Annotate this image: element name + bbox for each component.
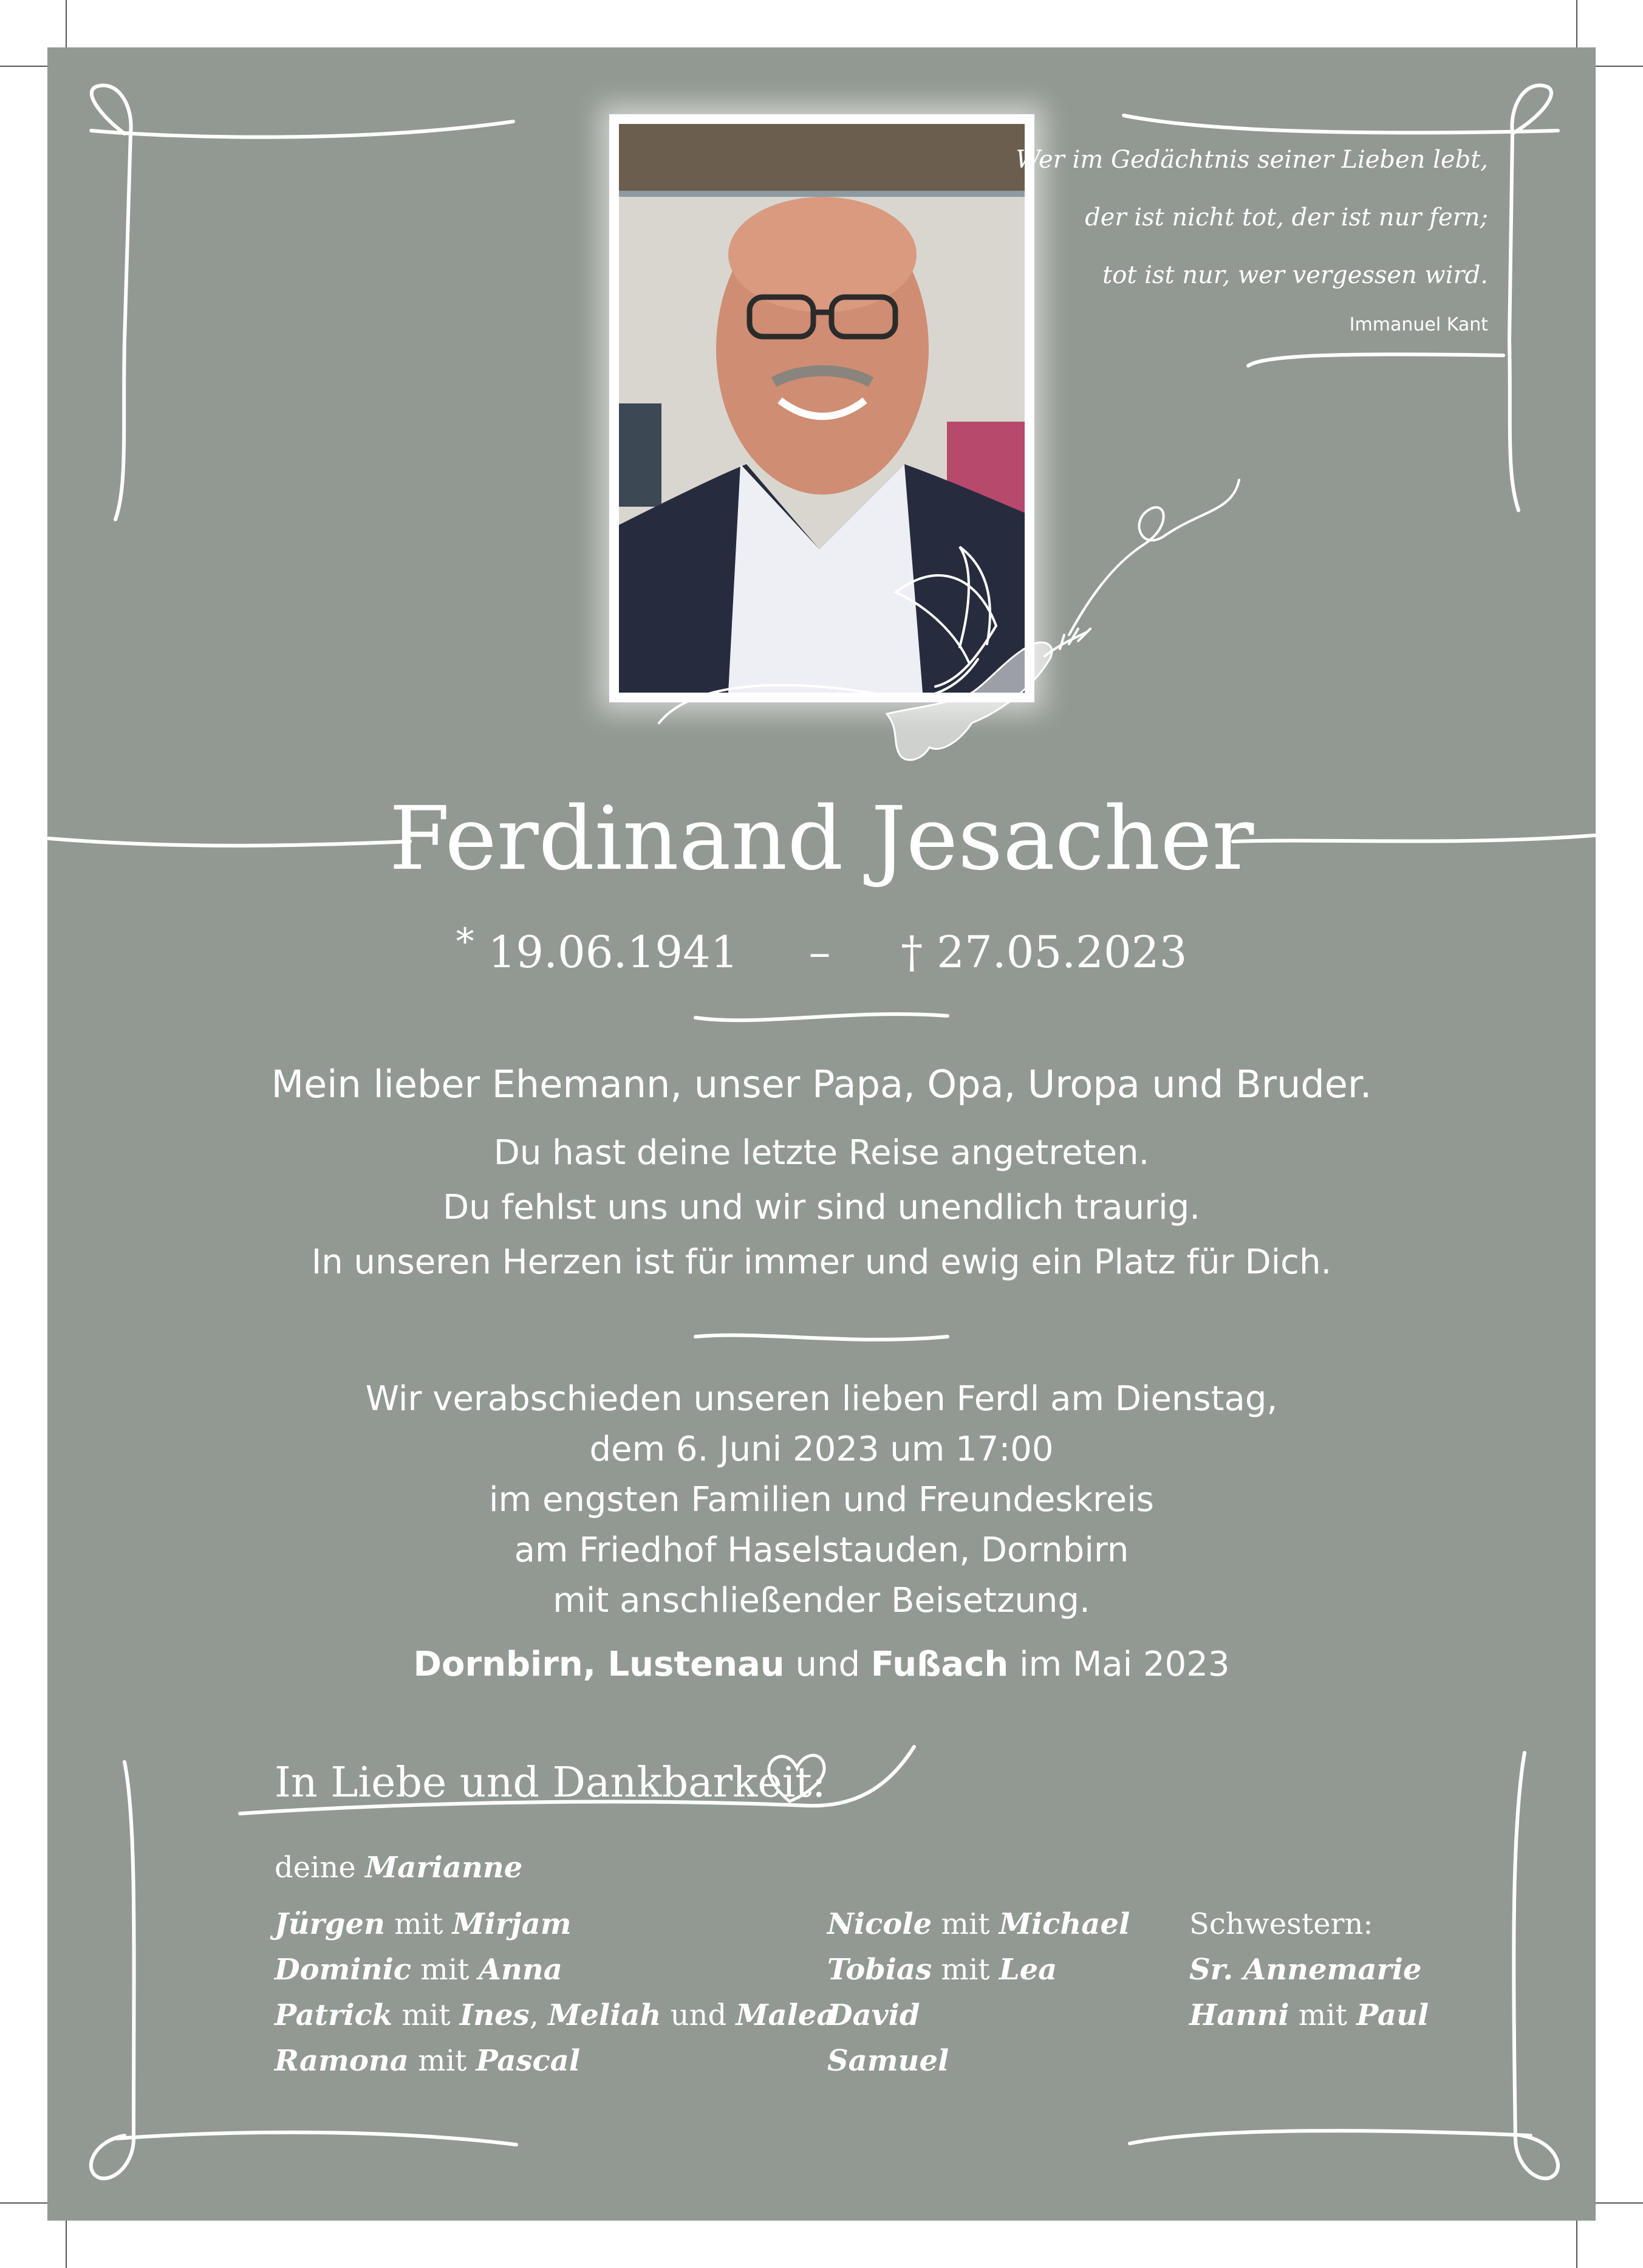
family-row: Sr. Annemarie: [1189, 1953, 1422, 1987]
family-column-2: [827, 1902, 1130, 2084]
family-row: Tobias mit Lea: [827, 1953, 1057, 1987]
family-row: Dominic mit Anna: [275, 1953, 562, 1987]
sisters-heading: Schwestern:: [1189, 1907, 1373, 1941]
death-date: 27.05.2023: [937, 927, 1187, 978]
crop-mark: [1576, 0, 1577, 47]
quote-author: Immanuel Kant: [1349, 314, 1488, 335]
family-row: Jürgen mit Mirjam: [275, 1907, 572, 1941]
crop-mark: [0, 2202, 47, 2204]
family-heading: In Liebe und Dankbarkeit:: [275, 1759, 826, 1807]
crop-mark: [66, 0, 67, 47]
places-suffix: im Mai 2023: [1008, 1645, 1230, 1684]
message-line-2: Du fehlst uns und wir sind unendlich traurig.: [442, 1188, 1200, 1227]
crop-mark: [1596, 66, 1643, 67]
place-2: Lustenau: [607, 1645, 785, 1684]
ceremony-line-5: mit anschließender Beisetzung.: [553, 1581, 1090, 1620]
places-join-1: ,: [582, 1645, 608, 1684]
crop-mark: [0, 66, 47, 67]
family-row: Nicole mit Michael: [827, 1907, 1130, 1941]
family-column-3: [1189, 1902, 1429, 2038]
crop-mark: [1576, 2221, 1577, 2268]
wife-line: [275, 1845, 522, 1891]
death-symbol: †: [901, 927, 923, 978]
quote-line-3: tot ist nur, wer vergessen wird.: [1102, 261, 1488, 289]
place-1: Dornbirn: [413, 1645, 583, 1684]
crop-mark: [66, 2221, 67, 2268]
family-row: Patrick mit Ines, Meliah und Malea: [275, 1998, 836, 2032]
deceased-name: Ferdinand Jesacher: [389, 787, 1254, 889]
life-dates: [0, 914, 1643, 979]
portrait-frame: [609, 114, 1034, 702]
places-join-2: und: [784, 1645, 871, 1684]
birth-date: 19.06.1941: [488, 927, 739, 978]
family-row: Ramona mit Pascal: [275, 2044, 581, 2078]
message-lead: Mein lieber Ehemann, unser Papa, Opa, Uropa und Bruder.: [271, 1062, 1372, 1106]
quote-line-1: Wer im Gedächtnis seiner Lieben lebt,: [1016, 146, 1488, 174]
crop-mark: [1596, 2202, 1643, 2204]
wife-prefix: deine: [275, 1851, 356, 1885]
birth-symbol: *: [456, 920, 474, 963]
message-line-1: Du hast deine letzte Reise angetreten.: [493, 1133, 1150, 1173]
date-separator: –: [808, 927, 831, 978]
ceremony-line-4: am Friedhof Haselstauden, Dornbirn: [514, 1530, 1129, 1570]
ceremony-line-1: Wir verabschieden unseren lieben Ferdl am Dienstag,: [365, 1379, 1278, 1419]
ceremony-line-3: im engsten Familien und Freundeskreis: [489, 1480, 1154, 1519]
family-row: Samuel: [827, 2044, 949, 2078]
family-row: Hanni mit Paul: [1189, 1998, 1429, 2032]
message-line-3: In unseren Herzen ist für immer und ewig ein Platz für Dich.: [311, 1242, 1332, 1282]
ceremony-places: [0, 1639, 1643, 1691]
wife-name: Marianne: [365, 1851, 523, 1885]
ceremony-line-2: dem 6. Juni 2023 um 17:00: [589, 1430, 1054, 1469]
place-3: Fußach: [870, 1645, 1009, 1684]
family-column-1: [275, 1902, 836, 2084]
quote-line-2: der ist nicht tot, der ist nur fern;: [1085, 204, 1488, 231]
family-row: David: [827, 1998, 920, 2032]
